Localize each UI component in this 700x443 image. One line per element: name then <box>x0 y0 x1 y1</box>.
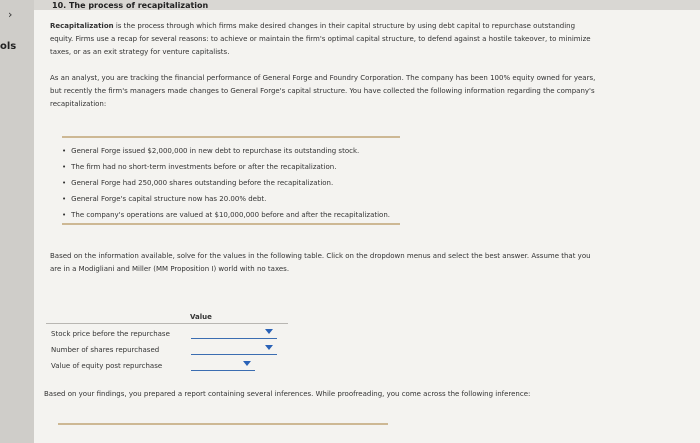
sidebar-tools-label[interactable]: ols <box>0 41 17 52</box>
value-column-header: Value <box>190 313 212 321</box>
list-item: • The firm had no short-term investments before or after the recapitalization. <box>62 159 390 175</box>
list-item: • General Forge had 250,000 shares outstanding before the recapitalization. <box>62 175 390 191</box>
table-header-line <box>46 323 288 324</box>
list-item: • General Forge issued $2,000,000 in new debt to repurchase its outstanding stock. <box>62 143 390 159</box>
equity-value-dropdown[interactable] <box>191 358 255 371</box>
separator-top <box>62 136 400 138</box>
shares-repurchased-dropdown[interactable] <box>191 342 277 355</box>
list-item: • General Forge's capital structure now has 20.00% debt. <box>62 191 390 207</box>
analyst-paragraph: As an analyst, you are tracking the financial performance of General Forge and Foundry Corporation. The company has been 100% equity owned for years, but recently the firm's managers made changes to General Forge's capital structure. You have collected the following information regarding the company's recapitalization: <box>50 74 596 108</box>
question-title: 10. The process of recapitalization <box>52 1 209 10</box>
instructions-paragraph: Based on the information available, solve for the values in the following table. Click on the dropdown menus and select the best answer. Assume that you are in a Modigliani and Miller (MM Proposition I) world with no taxes. <box>50 252 591 273</box>
list-item: • The company's operations are valued at $10,000,000 before and after the recapitalization. <box>62 207 390 223</box>
chevron-down-icon[interactable] <box>265 329 273 334</box>
row-label-shares-repurchased: Number of shares repurchased <box>51 346 160 354</box>
intro-text: is the process through which firms make desired changes in their capital structure by using debt capital to repurchase outstanding equity. Firms use a recap for several reasons: to achieve or maintain the firm's optimal capital structure, to defend against a hostile takeover, to minimize taxes, or as an exit strategy for venture capitalists. <box>50 22 591 56</box>
stock-price-dropdown[interactable] <box>191 326 277 339</box>
row-label-stock-price: Stock price before the repurchase <box>51 330 170 338</box>
intro-paragraph <box>50 20 598 59</box>
findings-paragraph: Based on your findings, you prepared a report containing several inferences. While proofreading, you come across the following inference: <box>44 390 531 398</box>
chevron-down-icon[interactable] <box>243 361 251 366</box>
chevron-right-icon[interactable]: › <box>8 8 13 21</box>
row-label-equity-value: Value of equity post repurchase <box>51 362 163 370</box>
chevron-down-icon[interactable] <box>265 345 273 350</box>
inference-separator <box>58 423 388 425</box>
left-sidebar <box>0 0 34 443</box>
facts-list <box>62 143 390 223</box>
intro-term: Recapitalization <box>50 22 114 30</box>
separator-bottom <box>62 223 400 225</box>
